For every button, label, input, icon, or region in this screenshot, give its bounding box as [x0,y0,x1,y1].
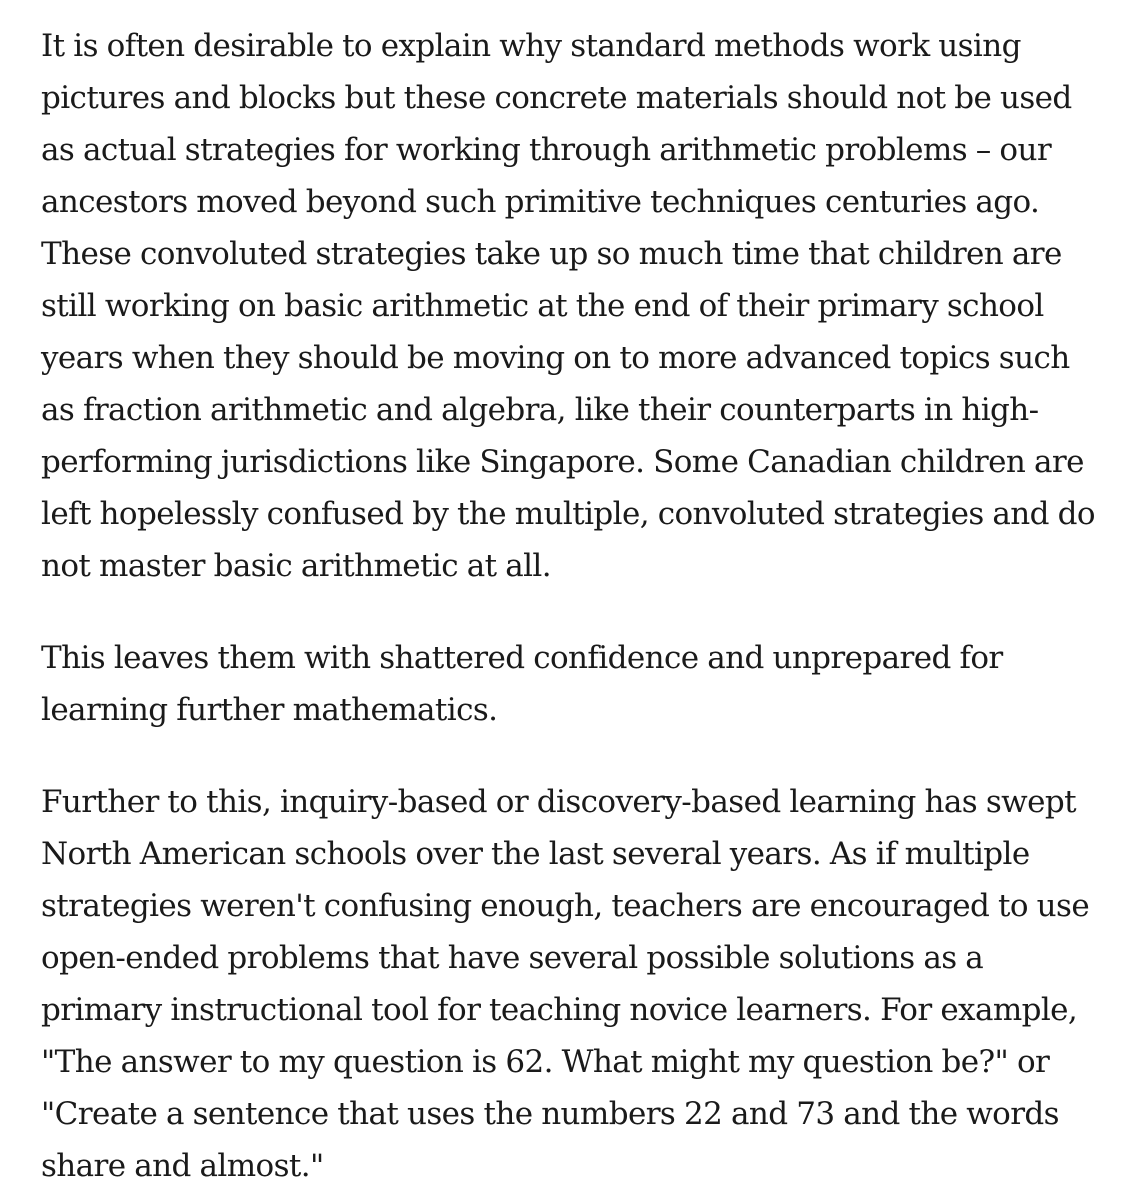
text-line: share and almost." [41,1148,324,1184]
text-line: strategies weren't confusing enough, teachers are encouraged to use [41,888,1090,924]
paragraph-1 [41,20,1131,592]
text-line: "The answer to my question is 62. What might my question be?" or [41,1044,1050,1080]
paragraph-2 [41,632,1131,736]
text-line: Further to this, inquiry-based or discovery-based learning has swept [41,784,1076,820]
text-line: left hopelessly confused by the multiple, convoluted strategies and do [41,496,1095,532]
text-line: These convoluted strategies take up so much time that children are [41,236,1062,272]
text-line: learning further mathematics. [41,692,498,728]
text-line: years when they should be moving on to more advanced topics such [41,340,1070,376]
text-line: not master basic arithmetic at all. [41,548,551,584]
text-line: open-ended problems that have several possible solutions as a [41,940,984,976]
text-line: primary instructional tool for teaching novice learners. For example, [41,992,1078,1028]
text-line: performing jurisdictions like Singapore. Some Canadian children are [41,444,1084,480]
text-line: This leaves them with shattered confidence and unprepared for [41,640,1003,676]
article-body [41,20,1131,1192]
text-line: North American schools over the last several years. As if multiple [41,836,1030,872]
paragraph-3 [41,776,1131,1192]
text-line: still working on basic arithmetic at the end of their primary school [41,288,1044,324]
text-line: as fraction arithmetic and algebra, like their counterparts in high- [41,392,1039,428]
text-line: as actual strategies for working through arithmetic problems – our [41,132,1052,168]
text-line: ancestors moved beyond such primitive techniques centuries ago. [41,184,1040,220]
text-line: It is often desirable to explain why standard methods work using [41,28,1021,64]
text-line: "Create a sentence that uses the numbers 22 and 73 and the words [41,1096,1059,1132]
text-line: pictures and blocks but these concrete materials should not be used [41,80,1072,116]
